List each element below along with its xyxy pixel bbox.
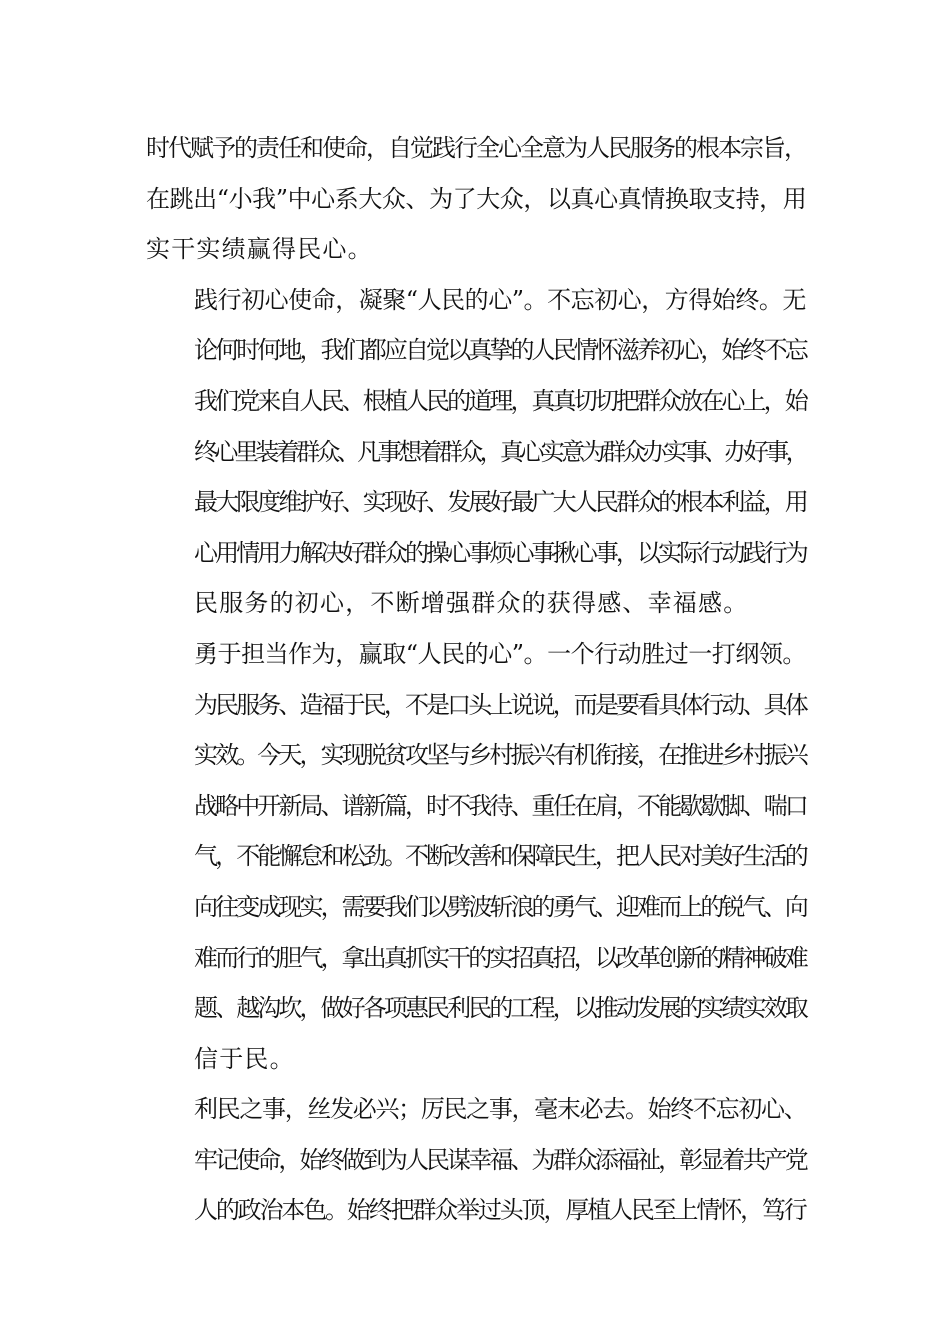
text-line: 实干实绩赢得民心。 [146,235,373,264]
text-line: 题、越沟坎，做好各项惠民利民的工程，以推动发展的实绩实效取 [194,994,806,1023]
text-line: 我们党来自人民、根植人民的道理，真真切切把群众放在心上，始 [194,386,806,415]
text-line: 践行初心使命，凝聚“人民的心”。不忘初心，方得始终。无 [194,285,806,314]
text-line: 气，不能懈怠和松劲。不断改善和保障民生，把人民对美好生活的 [194,842,806,871]
paragraph-4 [146,1084,806,1236]
text-line: 论何时何地，我们都应自觉以真挚的人民情怀滋养初心，始终不忘 [194,336,806,365]
text-line: 终心里装着群众、凡事想着群众，真心实意为群众办实事、办好事， [194,437,806,466]
text-line: 勇于担当作为，赢取“人民的心”。一个行动胜过一打纲领。 [194,639,806,668]
document-body [146,123,806,1236]
text-line: 心用情用力解决好群众的操心事烦心事揪心事，以实际行动践行为 [194,538,806,567]
text-line: 为民服务、造福于民，不是口头上说说，而是要看具体行动、具体 [194,690,806,719]
text-line: 战略中开新局、谱新篇，时不我待、重任在肩，不能歇歇脚、喘口 [194,791,806,820]
text-line: 实效。今天，实现脱贫攻坚与乡村振兴有机衔接，在推进乡村振兴 [194,741,806,770]
text-line: 民服务的初心，不断增强群众的获得感、幸福感。 [194,589,749,618]
text-line: 向往变成现实，需要我们以劈波斩浪的勇气、迎难而上的锐气、向 [194,892,806,921]
text-line: 利民之事，丝发必兴；厉民之事，毫末必去。始终不忘初心、 [194,1095,807,1124]
text-line: 牢记使命，始终做到为人民谋幸福、为群众添福祉，彰显着共产党 [194,1145,806,1174]
text-line: 在跳出“小我”中心系大众、为了大众，以真心真情换取支持，用 [146,184,807,213]
text-line: 信于民。 [194,1044,295,1073]
text-line: 最大限度维护好、实现好、发展好最广大人民群众的根本利益，用 [194,488,806,517]
paragraph-3 [146,629,806,1084]
text-line: 难而行的胆气，拿出真抓实干的实招真招，以改革创新的精神破难 [194,943,806,972]
text-line: 人的政治本色。始终把群众举过头顶，厚植人民至上情怀，笃行 [194,1196,806,1225]
paragraph-2 [146,275,806,629]
text-line: 时代赋予的责任和使命，自觉践行全心全意为人民服务的根本宗旨， [146,134,806,162]
paragraph-1 [146,123,806,275]
